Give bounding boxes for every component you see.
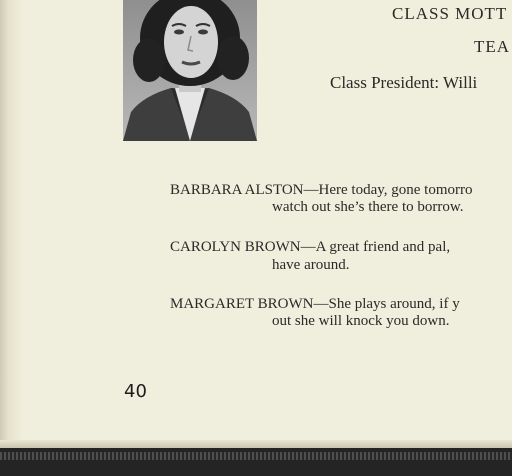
page-bottom-edge xyxy=(0,440,512,448)
teacher-heading: TEA xyxy=(474,37,511,56)
page-binding xyxy=(0,0,22,448)
student-entry-continuation: out she will knock you down. xyxy=(272,313,450,329)
student-entry-continuation: watch out she’s there to borrow. xyxy=(272,199,464,215)
student-entry-line: BARBARA ALSTON—Here today, gone tomorro xyxy=(170,182,473,198)
student-entry-line: CAROLYN BROWN—A great friend and pal, xyxy=(170,239,451,255)
student-entry-continuation: have around. xyxy=(272,257,350,273)
class-motto-heading: CLASS MOTT xyxy=(392,4,508,23)
page-number: 40 xyxy=(124,381,147,402)
cover-fabric-texture xyxy=(0,452,512,460)
teacher-portrait-photo xyxy=(123,0,257,141)
student-entry-line: MARGARET BROWN—She plays around, if y xyxy=(170,296,460,312)
portrait-illustration xyxy=(123,0,257,141)
class-president-line: Class President: Willi xyxy=(330,73,478,92)
